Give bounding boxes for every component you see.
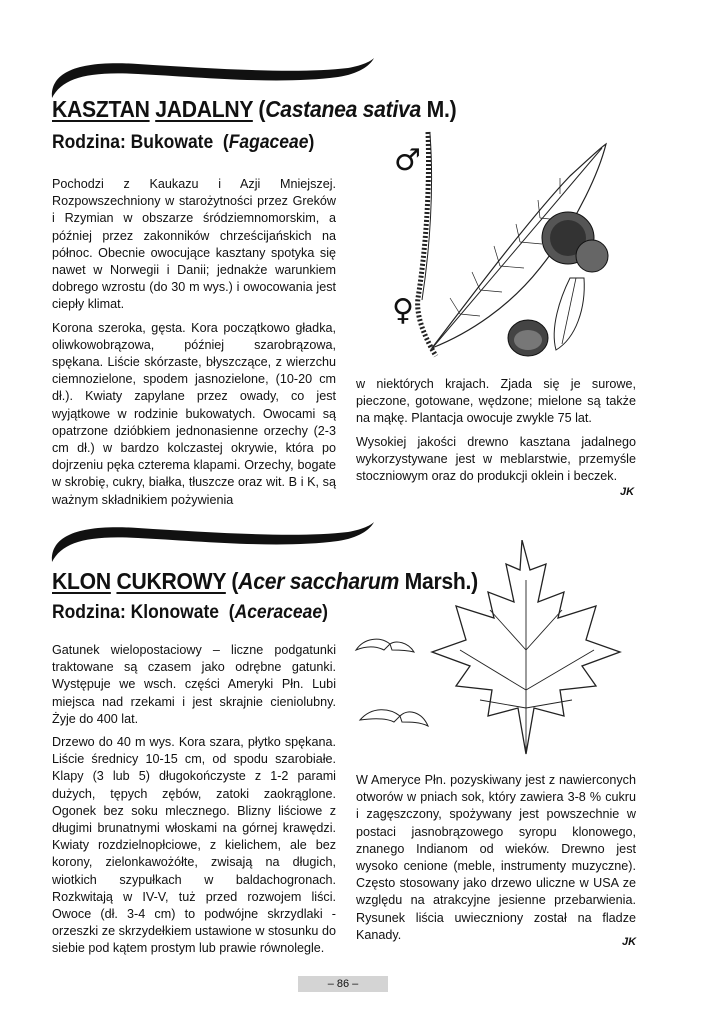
family-latin-name: Fagaceae: [228, 132, 309, 153]
article-title: [52, 96, 456, 123]
title-word: CUKROWY: [116, 568, 226, 594]
family-heading: [52, 602, 328, 624]
maple-leaf-illustration: [350, 540, 640, 785]
decorative-swoosh-top: [48, 52, 378, 102]
paragraph: Gatunek wielopostaciowy – liczne podgatunki traktowane są czasem jako odrębne gatunki. Występuje we wsch. części Ameryki Płn. Lubi miejsca nad rzekami i jest skrajnie cieniolubny. Żyje do 400 lat.: [52, 643, 336, 726]
paragraph: Pochodzi z Kaukazu i Azji Mniejszej. Rozpowszechniony w starożytności przez Greków i Rzymian w obszarze śródziemnomorskim, a później przez zakonników chrześcijańskich na północ. Obecnie owocujące kasztany spotyka się nawet w Norwegii i Danii; jednakże warunkiem dobrego wzrostu (do 30 m wys.) i owocowania jest ciepły klimat.: [52, 177, 336, 312]
family-paren: (: [228, 602, 235, 623]
article-left-column: [52, 176, 336, 515]
author-signature: JK: [620, 486, 635, 498]
title-paren: (: [231, 568, 239, 594]
title-paren: (: [258, 96, 266, 122]
article-right-column: [356, 772, 636, 950]
female-symbol: ♀: [392, 293, 414, 328]
paragraph: W Ameryce Płn. pozyskiwany jest z nawierconych otworów w pniach sok, który zawiera 3-8 % cukru i zagęszczony, spożywany jest powszechnie w postaci jasnobrązowego syropu klonowego, znanego Indianom od wieków. Drewno jest wysoko cenione (meble, instrumenty muzyczne). Często stosowany jako drzewo uliczne w USA ze względu na atrakcyjne jesienne przebarwienia. Rysunek liścia uwieczniony został na fladze Kanady.: [356, 773, 636, 942]
title-latin-name: Acer saccharum: [238, 568, 400, 594]
paragraph: Drzewo do 40 m wys. Kora szara, płytko spękana. Liście średnicy 10-15 cm, od spodu szarobiałe. Klapy (3 lub 5) długokończyste z 1-2 parami dużych, tępych zębów, zatoki zaokrąglone. Ogonek bez soku mlecznego. Blizny liściowe z długimi brunatnymi włoskami na górnej krawędzi. Kwiaty rozdzielnopłciowe, z kielichem, ale bez korony, zielonkawożółte, zwisają na długich, wiotkich szypułkach w baldachogronach. Rozkwitają w IV-V, tuż przed rozwojem liści. Owoce (dł. 3-4 cm) to podwójne skrzydlaki -orzeszki ze skrzydełkiem ustawione w stosunku do siebie pod kątem prostym lub prawie równolegle.: [52, 735, 336, 956]
article-right-column: [356, 376, 636, 491]
male-symbol: ♂: [394, 143, 421, 178]
title-word: JADALNY: [155, 96, 253, 122]
title-author: Marsh.): [399, 568, 478, 594]
family-paren: ): [322, 602, 328, 623]
page-number: – 86 –: [298, 976, 388, 992]
decorative-swoosh-middle: [48, 516, 378, 566]
family-latin-name: Aceraceae: [234, 602, 323, 623]
title-word: KLON: [52, 568, 111, 594]
chestnut-branch-illustration: [400, 128, 630, 373]
title-word: KASZTAN: [52, 96, 150, 122]
paragraph: Wysokiej jakości drewno kasztana jadalnego wykorzystywane jest w meblarstwie, przemyśle stoczniowym oraz do produkcji oklein i beczek.: [356, 434, 636, 484]
title-latin-name: Castanea sativa: [265, 96, 422, 122]
paragraph: w niektórych krajach. Zjada się je surowe, pieczone, gotowane, wędzone; mielone są także na mąkę. Plantacja owocuje zwykle 75 lat.: [356, 377, 636, 426]
family-paren: ): [308, 132, 315, 153]
family-label: Rodzina: Bukowate: [52, 132, 214, 153]
article-left-column: [52, 642, 336, 964]
author-signature: JK: [622, 936, 637, 948]
family-label: Rodzina: Klonowate: [52, 602, 220, 623]
title-author: M.): [421, 96, 457, 122]
family-paren: (: [222, 132, 229, 153]
family-heading: [52, 132, 314, 154]
paragraph: Korona szeroka, gęsta. Kora początkowo gładka, oliwkowobrązowa, później szarobrązowa, spękana. Liście skórzaste, błyszczące, z wierzchu ciemnozielone, spodem jasnozielone, (10-20 cm dł.). Kwiaty zapylane przez owady, co jest wyjątkowe w rodzinie bukowatych. Owocami są opatrzone dzióbkiem jednonasienne orzechy (2-3 cm dł.) w bardzo kolczastej okrywie, która po dojrzeniu pęka czterema klapami. Orzechy, bogate w skrobię, cukry, białka, tłuszcze oraz wit. B i K, są ważnym składnikiem pożywienia: [52, 320, 336, 507]
